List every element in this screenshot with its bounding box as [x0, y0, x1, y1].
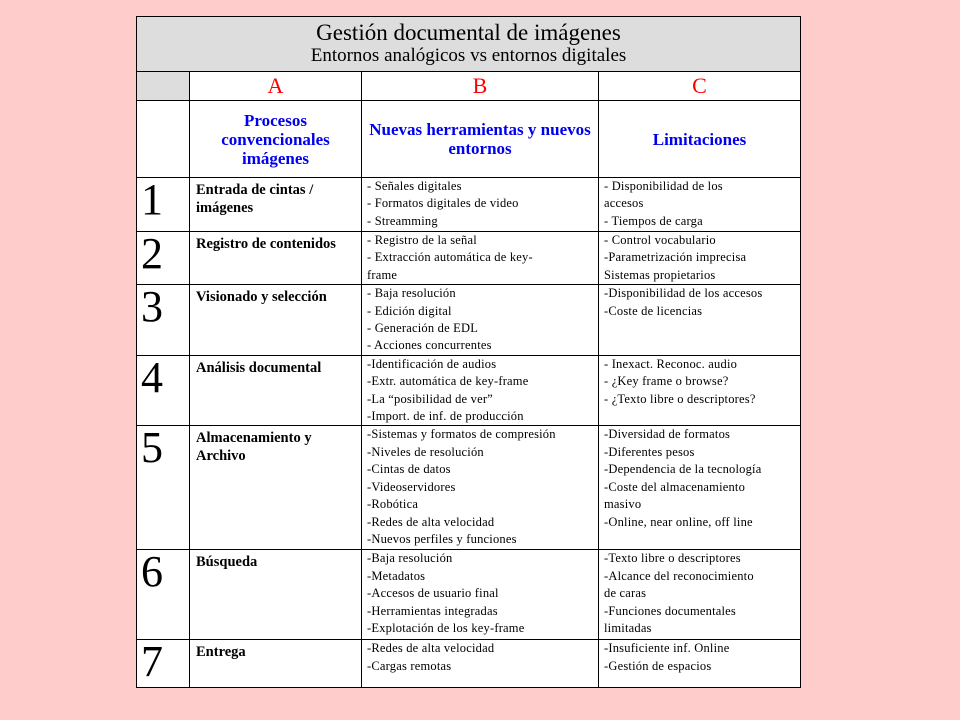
tools-cell — [362, 426, 599, 550]
tool-item: -Baja resolución — [367, 551, 453, 566]
tool-item: -La “posibilidad de ver” — [367, 391, 493, 406]
tool-item: - Streamming — [367, 213, 438, 228]
tools-cell — [362, 640, 599, 688]
process-cell: Análisis documental — [190, 355, 362, 426]
tool-item: -Niveles de resolución — [367, 444, 484, 459]
process-cell: Entrada de cintas / imágenes — [190, 178, 362, 232]
limit-item: - Tiempos de carga — [604, 213, 703, 228]
limits-cell — [599, 640, 801, 688]
tool-item: -Explotación de los key-frame — [367, 621, 525, 636]
limits-cell — [599, 285, 801, 356]
limit-item: -Gestión de espacios — [604, 658, 712, 673]
process-cell: Visionado y selección — [190, 285, 362, 356]
table-row — [137, 426, 801, 550]
row-number: 2 — [137, 232, 190, 285]
tool-item: -Accesos de usuario final — [367, 586, 499, 601]
limit-item: -Diferentes pesos — [604, 444, 695, 459]
tool-item: -Identificación de audios — [367, 356, 497, 371]
process-cell: Registro de contenidos — [190, 232, 362, 285]
limit-item: -Parametrización imprecisa — [604, 250, 747, 265]
letters-row — [137, 72, 801, 101]
tool-item: -Cargas remotas — [367, 658, 452, 673]
title-row — [137, 17, 801, 72]
table-row — [137, 355, 801, 426]
header-processes: Procesos convencionales imágenes — [190, 101, 362, 178]
limit-item: accesos — [604, 196, 644, 211]
title-cell — [137, 17, 801, 72]
tool-item: -Redes de alta velocidad — [367, 514, 495, 529]
limit-item: Sistemas propietarios — [604, 267, 716, 282]
limits-cell — [599, 355, 801, 426]
row-number: 4 — [137, 355, 190, 426]
limit-item: -Disponibilidad de los accesos — [604, 286, 763, 301]
limit-item: -Coste de licencias — [604, 303, 703, 318]
tools-cell — [362, 232, 599, 285]
table-row — [137, 285, 801, 356]
tool-item: - Acciones concurrentes — [367, 338, 492, 353]
tool-item: - Extracción automática de key- — [367, 250, 533, 265]
table-row — [137, 550, 801, 640]
header-tools: Nuevas herramientas y nuevos entornos — [362, 101, 599, 178]
limit-item: limitadas — [604, 621, 652, 636]
limit-item: -Texto libre o descriptores — [604, 551, 741, 566]
process-cell: Búsqueda — [190, 550, 362, 640]
tool-item: -Herramientas integradas — [367, 603, 498, 618]
tools-cell — [362, 285, 599, 356]
limits-cell — [599, 178, 801, 232]
column-letter-a: A — [190, 72, 362, 101]
header-blank-cell — [137, 101, 190, 178]
limits-cell — [599, 550, 801, 640]
limit-item: - Control vocabulario — [604, 233, 716, 247]
table-row — [137, 178, 801, 232]
corner-cell — [137, 72, 190, 101]
limit-item: -Alcance del reconocimiento — [604, 568, 754, 583]
limits-cell — [599, 232, 801, 285]
limits-cell — [599, 426, 801, 550]
tool-item: -Robótica — [367, 497, 419, 512]
row-number: 7 — [137, 640, 190, 688]
row-number: 6 — [137, 550, 190, 640]
tools-cell — [362, 550, 599, 640]
tool-item: -Cintas de datos — [367, 462, 451, 477]
tool-item: -Sistemas y formatos de compresión — [367, 427, 556, 442]
tool-item: - Registro de la señal — [367, 233, 477, 247]
tool-item: frame — [367, 267, 398, 282]
header-limitations: Limitaciones — [599, 101, 801, 178]
process-cell: Almacenamiento y Archivo — [190, 426, 362, 550]
limit-item: - Inexact. Reconoc. audio — [604, 356, 738, 371]
row-number: 3 — [137, 285, 190, 356]
document-table — [136, 16, 801, 688]
tool-item: -Videoservidores — [367, 479, 456, 494]
limit-item: masivo — [604, 497, 642, 512]
tool-item: - Señales digitales — [367, 179, 462, 193]
limit-item: -Dependencia de la tecnología — [604, 462, 762, 477]
tool-item: -Extr. automática de key-frame — [367, 374, 529, 389]
column-letter-c: C — [599, 72, 801, 101]
column-letter-b: B — [362, 72, 599, 101]
table-row — [137, 232, 801, 285]
process-cell: Entrega — [190, 640, 362, 688]
table-row — [137, 640, 801, 688]
limit-item: -Insuficiente inf. Online — [604, 641, 730, 656]
row-number: 1 — [137, 178, 190, 232]
header-row — [137, 101, 801, 178]
tool-item: - Formatos digitales de video — [367, 196, 519, 211]
tool-item: -Metadatos — [367, 568, 426, 583]
limit-item: -Funciones documentales — [604, 603, 736, 618]
limit-item: -Online, near online, off line — [604, 514, 753, 529]
limit-item: de caras — [604, 586, 647, 601]
limit-item: - Disponibilidad de los — [604, 179, 723, 193]
tool-item: -Redes de alta velocidad — [367, 641, 495, 656]
table-body — [137, 178, 801, 688]
page-title: Gestión documental de imágenes — [316, 20, 621, 45]
tool-item: - Generación de EDL — [367, 321, 479, 336]
tool-item: - Baja resolución — [367, 286, 456, 301]
tool-item: -Nuevos perfiles y funciones — [367, 531, 517, 546]
limit-item: -Diversidad de formatos — [604, 427, 731, 442]
tool-item: - Edición digital — [367, 303, 452, 318]
row-number: 5 — [137, 426, 190, 550]
page-subtitle: Entornos analógicos vs entornos digitales — [310, 45, 627, 66]
tools-cell — [362, 355, 599, 426]
limit-item: -Coste del almacenamiento — [604, 479, 746, 494]
tool-item: -Import. de inf. de producción — [367, 409, 524, 424]
limit-item: - ¿Texto libre o descriptores? — [604, 391, 756, 406]
tools-cell — [362, 178, 599, 232]
limit-item: - ¿Key frame o browse? — [604, 374, 729, 389]
